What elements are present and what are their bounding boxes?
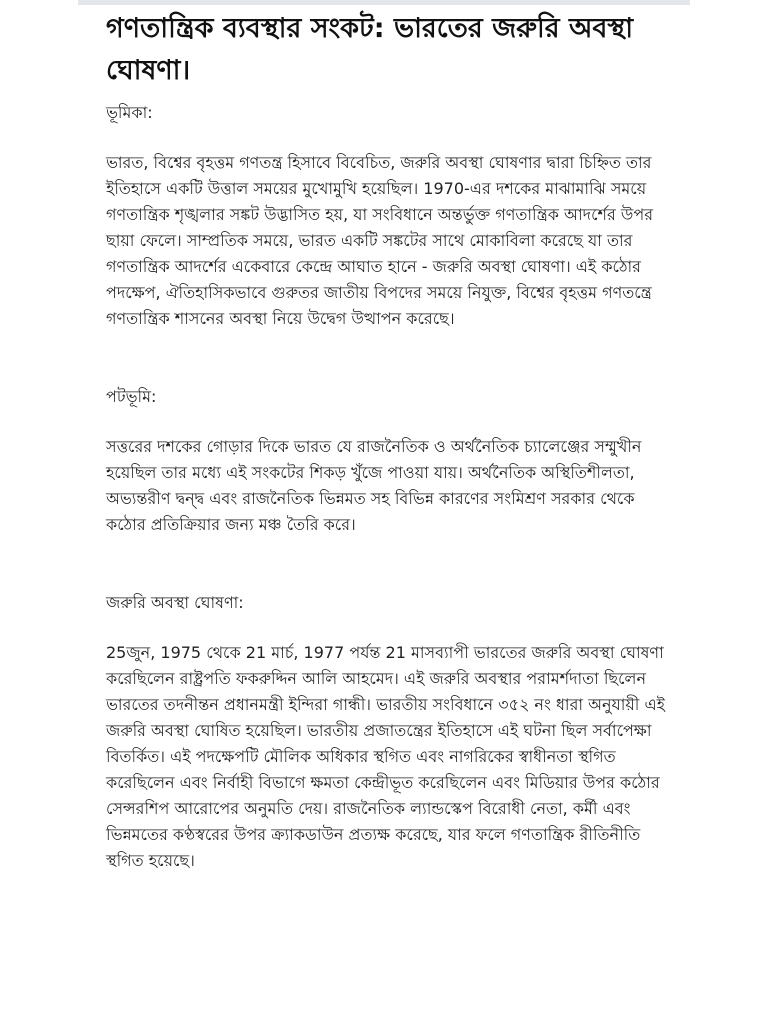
article-title: গণতান্ত্রিক ব্যবস্থার সংকট: ভারতের জরুরি অবস্থা ঘোষণা।: [106, 13, 634, 86]
section-paragraph-introduction: ভারত, বিশ্বের বৃহত্তম গণতন্ত্র হিসাবে বিবেচিত, জরুরি অবস্থা ঘোষণার দ্বারা চিহ্নিত তার ইতিহাসে একটি উত্তাল সময়ের মুখোমুখি হয়েছিল। 1970-এর দশকের মাঝামাঝি সময়ে গণতান্ত্রিক শৃঙ্খলার সঙ্কট উদ্ভাসিত হয়, যা সংবিধানে অন্তর্ভুক্ত গণতান্ত্রিক আদর্শের উপর ছায়া ফেলে। সাম্প্রতিক সময়ে, ভারত একটি সঙ্কটের সাথে মোকাবিলা করেছে যা তার গণতান্ত্রিক আদর্শের একেবারে কেন্দ্রে আঘাত হানে - জরুরি অবস্থা ঘোষণা। এই কঠোর পদক্ষেপ, ঐতিহাসিকভাবে গুরুতর জাতীয় বিপদের সময়ে নিযুক্ত, বিশ্বের বৃহত্তম গণতন্ত্রে গণতান্ত্রিক শাসনের অবস্থা নিয়ে উদ্বেগ উত্থাপন করেছে।: [106, 153, 653, 328]
article-body: [106, 8, 666, 874]
section-heading-emergency-declaration: জরুরি অবস্থা ঘোষণা:: [106, 593, 244, 612]
section-heading-background: পটভূমি:: [106, 387, 157, 406]
top-divider-strip: [78, 0, 690, 5]
section-paragraph-background: সত্তরের দশকের গোড়ার দিকে ভারত যে রাজনৈতিক ও অর্থনৈতিক চ্যালেঞ্জের সম্মুখীন হয়েছিল তার মধ্যে এই সংকটের শিকড় খুঁজে পাওয়া যায়। অর্থনৈতিক অস্থিতিশীলতা, অভ্যন্তরীণ দ্বন্দ্ব এবং রাজনৈতিক ভিন্নমত সহ বিভিন্ন কারণের সংমিশ্রণ সরকার থেকে কঠোর প্রতিক্রিয়ার জন্য মঞ্চ তৈরি করে।: [106, 437, 642, 534]
section-paragraph-emergency-declaration: 25জুন, 1975 থেকে 21 মার্চ, 1977 পর্যন্ত 21 মাসব্যাপী ভারতের জরুরি অবস্থা ঘোষণা করেছিলেন রাষ্ট্রপতি ফকরুদ্দিন আলি আহমেদ। এই জরুরি অবস্থার পরামর্শদাতা ছিলেন ভারতের তদনীন্তন প্রধানমন্ত্রী ইন্দিরা গান্ধী। ভারতীয় সংবিধানে ৩৫২ নং ধারা অনুযায়ী এই জরুরি অবস্থা ঘোষিত হয়েছিল। ভারতীয় প্রজাতন্ত্রের ইতিহাসে এই ঘটনা ছিল সর্বাপেক্ষা বিতর্কিত। এই পদক্ষেপটি মৌলিক অধিকার স্থগিত এবং নাগরিকের স্বাধীনতা স্থগিত করেছিলেন এবং নির্বাহী বিভাগে ক্ষমতা কেন্দ্রীভূত করেছিলেন এবং মিডিয়ার উপর কঠোর সেন্সরশিপ আরোপের অনুমতি দেয়। রাজনৈতিক ল্যান্ডস্কেপ বিরোধী নেতা, কর্মী এবং ভিন্নমতের কণ্ঠস্বরের উপর ক্র্যাকডাউন প্রত্যক্ষ করেছে, যার ফলে গণতান্ত্রিক রীতিনীতি স্থগিত হয়েছে।: [106, 643, 665, 870]
section-heading-introduction: ভূমিকা:: [106, 103, 153, 122]
